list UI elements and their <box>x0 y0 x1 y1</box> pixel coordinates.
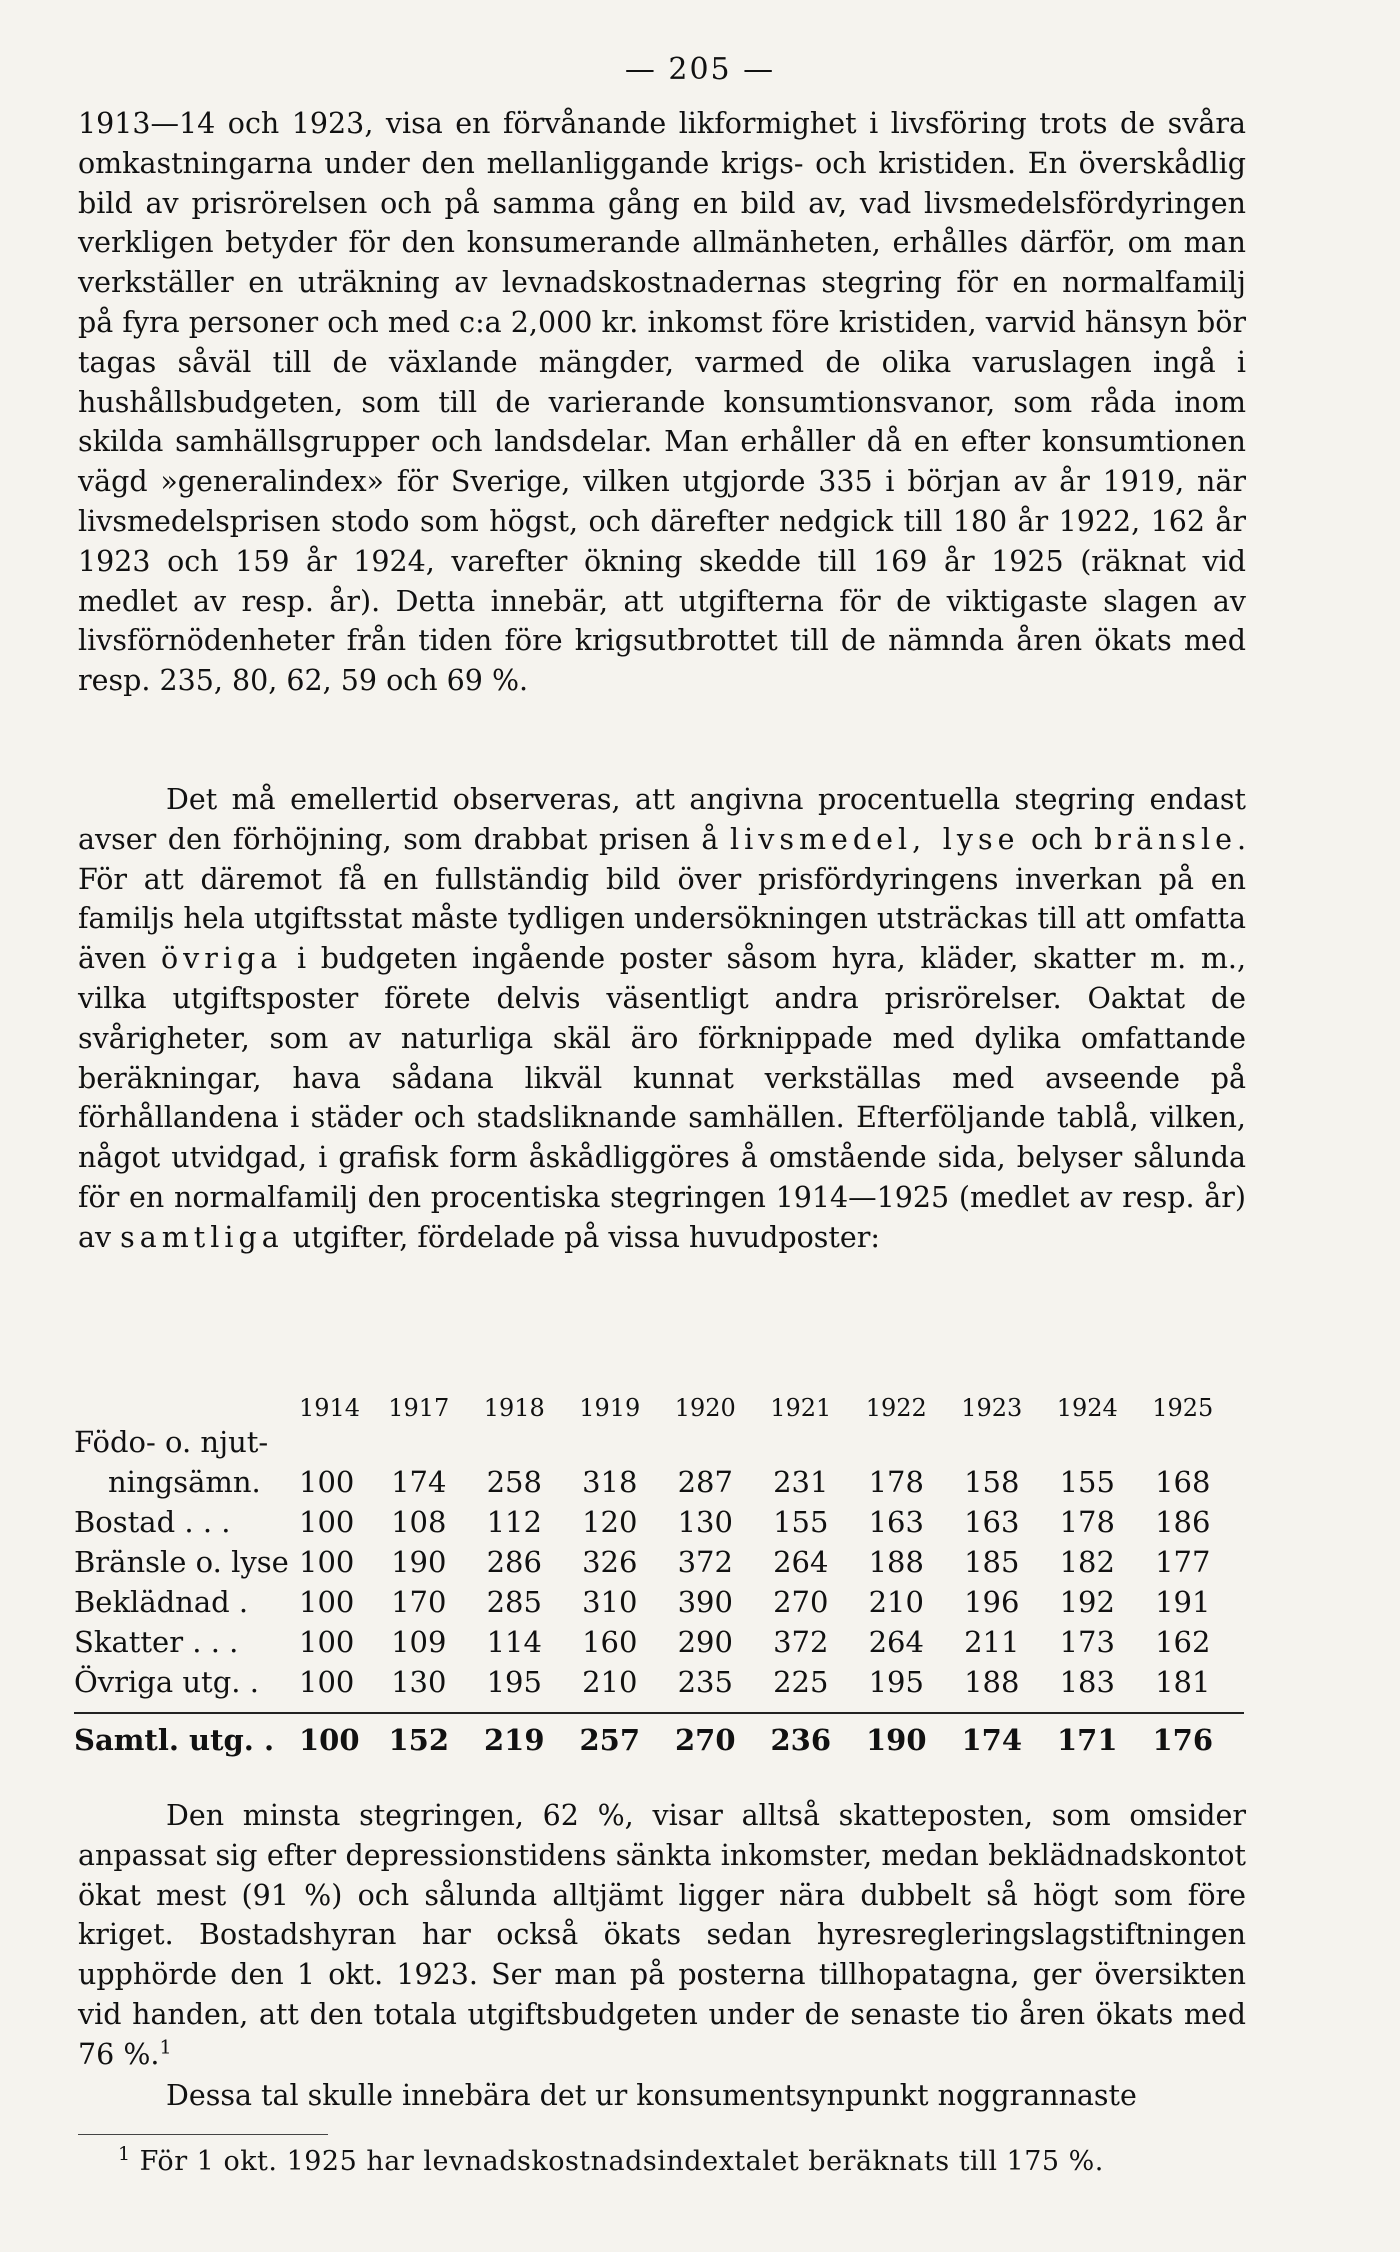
footnote-marker: 1 <box>118 2143 131 2165</box>
table-cell: 192 <box>1059 1585 1115 1619</box>
table-row <box>74 1582 1254 1622</box>
table-year-header: 1918 <box>483 1394 545 1422</box>
table-cell: 112 <box>486 1505 542 1539</box>
table-cell: 264 <box>773 1545 829 1579</box>
table-cell: 183 <box>1059 1665 1115 1699</box>
footnote <box>118 2143 1104 2177</box>
table-cell: 114 <box>486 1625 542 1659</box>
table-cell: 236 <box>770 1723 832 1757</box>
table-cell: 290 <box>677 1625 733 1659</box>
table-cell: 152 <box>388 1723 450 1757</box>
table-cell: 100 <box>299 1505 355 1539</box>
paragraph-2-text-a: Det må emellertid observeras, att angivna procentuella stegring endast avser den förhöjning, som drabbat prisen å <box>78 783 1246 856</box>
table-cell: 174 <box>391 1465 447 1499</box>
table-year-header: 1922 <box>865 1394 927 1422</box>
table-cell: 155 <box>773 1505 829 1539</box>
paragraph-4: Dessa tal skulle innebära det ur konsumentsynpunkt noggrannaste <box>166 2079 1137 2112</box>
row-label: Övriga utg. . <box>74 1665 259 1699</box>
table-cell: 285 <box>486 1585 542 1619</box>
table-cell: 174 <box>961 1723 1023 1757</box>
table-cell: 219 <box>483 1723 545 1757</box>
table-year-header: 1920 <box>674 1394 736 1422</box>
table-cell: 100 <box>299 1545 355 1579</box>
table-year-header: 1924 <box>1056 1394 1118 1422</box>
table-cell: 162 <box>1155 1625 1211 1659</box>
paragraph-2-text-i: utgifter, fördelade på vissa huvudposter: <box>283 1220 880 1254</box>
table-cell: 270 <box>674 1723 736 1757</box>
table-cell: 195 <box>486 1665 542 1699</box>
table-cell: 171 <box>1056 1723 1118 1757</box>
table-cell: 195 <box>868 1665 924 1699</box>
table-cell: 158 <box>964 1465 1020 1499</box>
table-cell: 100 <box>299 1585 355 1619</box>
table-cell: 257 <box>579 1723 641 1757</box>
table-cell: 225 <box>773 1665 829 1699</box>
table-cell: 177 <box>1155 1545 1211 1579</box>
paragraph-2-text-c: och <box>1019 822 1095 856</box>
table-row <box>74 1502 1254 1542</box>
table-cell: 178 <box>1059 1505 1115 1539</box>
table-cell: 326 <box>582 1545 638 1579</box>
table-row <box>74 1542 1254 1582</box>
table-cell: 258 <box>486 1465 542 1499</box>
table-cell: 100 <box>299 1723 360 1757</box>
table-cell: 163 <box>964 1505 1020 1539</box>
row-label: Bränsle o. lyse <box>74 1545 289 1579</box>
table-cell: 210 <box>868 1585 924 1619</box>
table-total-row <box>74 1720 1254 1760</box>
paragraph-2-text-g: i budgeten ingående poster såsom hyra, kläder, skatter m. m., vilka utgiftsposter förete delvis väsentligt andra prisrörelser. Oaktat de svårigheter, som av naturliga skäl äro förknippade med dylika omfattande beräkningar, hava sådana likväl kunnat verkställas med avseende på förhållandena i städer och stadsliknande samhällen. Efterföljande tablå, vilken, något utvidgad, i grafisk form åskådliggöres å omstående sida, belyser sålunda för en normalfamilj den procentiska stegringen 1914—1925 (medlet av resp. år) av <box>78 942 1247 1254</box>
table-cell: 287 <box>677 1465 733 1499</box>
emphasis-ovriga: övriga <box>161 942 283 976</box>
table-cell: 188 <box>964 1665 1020 1699</box>
table-cell: 168 <box>1155 1465 1211 1499</box>
table-cell: 185 <box>964 1545 1020 1579</box>
table-cell: 310 <box>582 1585 638 1619</box>
footnote-reference[interactable]: 1 <box>159 2036 172 2059</box>
table-cell: 286 <box>486 1545 542 1579</box>
table-cell: 231 <box>773 1465 829 1499</box>
table-cell: 264 <box>868 1625 924 1659</box>
table-cell: 100 <box>299 1625 355 1659</box>
table-cell: 100 <box>299 1465 355 1499</box>
footnote-text: För 1 okt. 1925 har levnadskostnadsindextalet beräknats till 175 %. <box>130 2146 1104 2177</box>
paragraph-3 <box>78 1796 1246 2075</box>
table-cell: 178 <box>868 1465 924 1499</box>
table-year-header: 1921 <box>770 1394 832 1422</box>
table-cell: 270 <box>773 1585 829 1619</box>
table-row <box>74 1662 1254 1702</box>
row-label: ningsämn. <box>108 1465 261 1499</box>
paragraph-2 <box>78 780 1246 1258</box>
table-cell: 176 <box>1152 1723 1214 1757</box>
table-row <box>74 1422 1254 1462</box>
emphasis-bransle: bränsle <box>1094 822 1237 856</box>
table-cell: 191 <box>1155 1585 1211 1619</box>
table-cell: 182 <box>1059 1545 1115 1579</box>
table-year-header: 1914 <box>299 1394 361 1422</box>
table-cell: 186 <box>1155 1505 1211 1539</box>
paragraph-3-text: Den minsta stegringen, 62 %, visar alltså skatteposten, som omsider anpassat sig efter depressionstidens sänkta inkomster, medan beklädnadskontot ökat mest (91 %) och sålunda alltjämt ligger nära dubbelt så högt som före kriget. Bostadshyran har också ökats sedan hyresregleringslagstiftningen upphörde den 1 okt. 1923. Ser man på posterna tillhopatagna, ger översikten vid handen, att den totala utgiftsbudgeten under de senaste tio åren ökats med 76 %. <box>78 1799 1246 2071</box>
table-cell: 160 <box>582 1625 638 1659</box>
table-cell: 120 <box>582 1505 638 1539</box>
table-cell: 188 <box>868 1545 924 1579</box>
table-cell: 190 <box>391 1545 447 1579</box>
row-label: Födo- o. njut- <box>74 1425 269 1459</box>
table-total-rule <box>74 1712 1244 1714</box>
page-number: — 205 — <box>624 52 776 87</box>
table-year-header: 1919 <box>579 1394 641 1422</box>
table-cell: 108 <box>391 1505 447 1539</box>
table-cell: 211 <box>964 1625 1020 1659</box>
row-label: Skatter . . . <box>74 1625 239 1659</box>
table-year-header: 1925 <box>1152 1394 1214 1422</box>
table-header-row <box>74 1378 1254 1422</box>
table-cell: 173 <box>1059 1625 1115 1659</box>
table-cell: 190 <box>865 1723 927 1757</box>
table-row <box>74 1622 1254 1662</box>
paragraph-2-text-e: . För att däremot få en fullständig bild över prisfördyringens inverkan på en familjs hela utgiftsstat måste tydligen undersökningen utsträckas till att omfatta även <box>78 822 1246 976</box>
table-cell: 372 <box>773 1625 829 1659</box>
table-cell: 210 <box>582 1665 638 1699</box>
table-year-header: 1917 <box>388 1394 450 1422</box>
table-row <box>74 1462 1254 1502</box>
table-cell: 163 <box>868 1505 924 1539</box>
expense-index-table <box>74 1378 1254 1760</box>
row-label: Bostad . . . <box>74 1505 231 1539</box>
emphasis-livsmedel-lyse: livsmedel, lyse <box>730 822 1020 856</box>
emphasis-samtliga: samtliga <box>120 1220 284 1254</box>
table-cell: 130 <box>391 1665 447 1699</box>
table-cell: 130 <box>677 1505 733 1539</box>
table-cell: 170 <box>391 1585 447 1619</box>
table-cell: 181 <box>1155 1665 1211 1699</box>
table-cell: 235 <box>677 1665 733 1699</box>
paragraph-1: 1913—14 och 1923, visa en förvånande likformighet i livsföring trots de svåra omkastningarna under den mellanliggande krigs- och kristiden. En överskådlig bild av prisrörelsen och på samma gång en bild av, vad livsmedelsfördyringen verkligen betyder för den konsumerande allmänheten, erhålles därför, om man verkställer en uträkning av levnadskostnadernas stegring för en normalfamilj på fyra personer och med c:a 2,000 kr. inkomst före kristiden, varvid hänsyn bör tagas såväl till de växlande mängder, varmed de olika varuslagen ingå i hushållsbudgeten, som till de varierande konsumtionsvanor, som råda inom skilda samhällsgrupper och landsdelar. Man erhåller då en efter konsumtionen vägd »generalindex» för Sverige, vilken utgjorde 335 i början av år 1919, när livsmedelsprisen stodo som högst, och därefter nedgick till 180 år 1922, 162 år 1923 och 159 år 1924, varefter ökning skedde till 169 år 1925 (räknat vid medlet av resp. år). Detta innebär, att utgifterna för de viktigaste slagen av livsförnödenheter från tiden före krigsutbrottet till de nämnda åren ökats med resp. 235, 80, 62, 59 och 69 %. <box>78 107 1246 698</box>
table-cell: 318 <box>582 1465 638 1499</box>
table-cell: 100 <box>299 1665 355 1699</box>
table-cell: 155 <box>1059 1465 1115 1499</box>
table-cell: 390 <box>677 1585 733 1619</box>
table-cell: 196 <box>964 1585 1020 1619</box>
table-year-header: 1923 <box>961 1394 1023 1422</box>
footnote-divider <box>78 2134 328 2135</box>
table-cell: 109 <box>391 1625 447 1659</box>
row-label: Samtl. utg. . <box>74 1723 275 1757</box>
table-cell: 372 <box>677 1545 733 1579</box>
row-label: Beklädnad . <box>74 1585 249 1619</box>
